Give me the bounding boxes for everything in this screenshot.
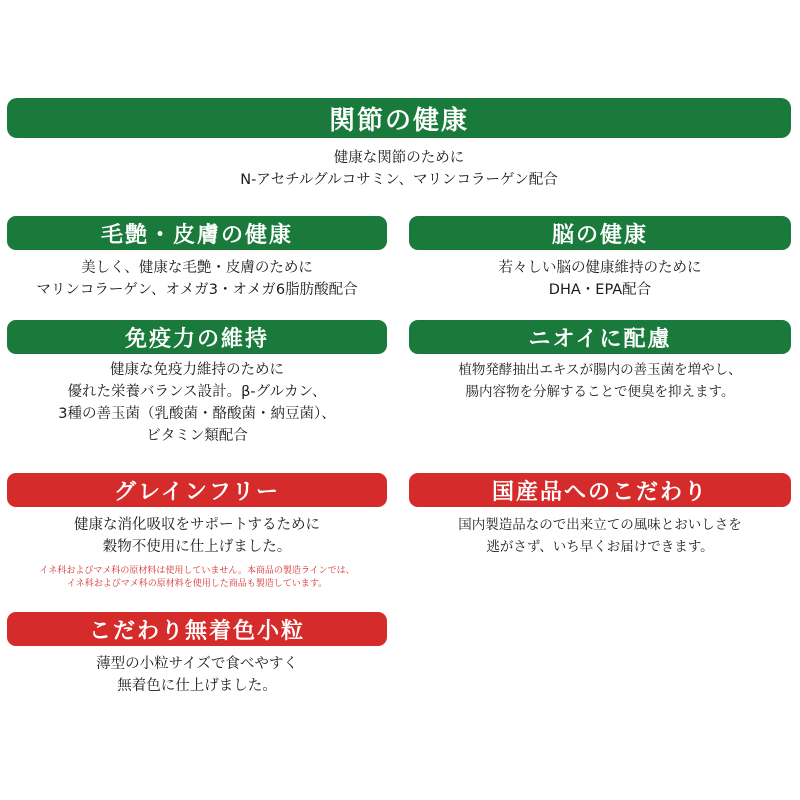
description-line: N-アセチルグルコサミン、マリンコラーゲン配合 [240, 172, 558, 188]
immune-banner [7, 320, 387, 354]
kibble-description [0, 653, 394, 697]
odor-title: ニオイに配慮 [528, 326, 672, 352]
description-line: 美しく、健康な毛艶・皮膚のために [81, 260, 313, 276]
joint-health-banner [7, 98, 791, 138]
grain-free-banner [7, 473, 387, 507]
kibble-banner [7, 612, 387, 646]
brain-health-title: 脳の健康 [551, 222, 648, 248]
description-line: ビタミン類配合 [146, 428, 248, 444]
domestic-banner [409, 473, 791, 507]
domestic-title: 国産品へのこだわり [491, 479, 708, 505]
description-line: 薄型の小粒サイズで食べやすく [96, 656, 298, 672]
description-line: 若々しい脳の健康維持のために [498, 260, 702, 276]
brain-health-banner [409, 216, 791, 250]
grain-free-description [0, 514, 394, 558]
kibble-title: こだわり無着色小粒 [88, 618, 305, 644]
grain-free-title: グレインフリー [113, 479, 281, 505]
description-line: 3種の善玉菌（乳酸菌・酪酸菌・納豆菌）、 [58, 406, 336, 422]
immune-title: 免疫力の維持 [124, 326, 269, 352]
odor-description [409, 359, 791, 403]
note-line: イネ科およびマメ科の原材料は使用していません。本商品の製造ラインでは、 [39, 566, 355, 576]
description-line: 優れた栄養バランス設計。β-グルカン、 [67, 384, 327, 400]
description-line: 穀物不使用に仕上げました。 [102, 539, 292, 555]
description-line: 健康な免疫力維持のために [110, 362, 284, 378]
odor-banner [409, 320, 791, 354]
joint-health-title: 関節の健康 [328, 105, 469, 136]
coat-skin-banner [7, 216, 387, 250]
domestic-description [409, 514, 791, 558]
description-line: 逃がさず、いち早くお届けできます。 [486, 539, 714, 555]
coat-skin-description [0, 257, 394, 301]
joint-health-description [7, 147, 791, 191]
description-line: 国内製造品なので出来立ての風味とおいしさを [458, 517, 742, 533]
description-line: 腸内容物を分解することで便臭を抑えます。 [465, 384, 735, 400]
immune-description [0, 359, 394, 447]
description-line: マリンコラーゲン、オメガ3・オメガ6脂肪酸配合 [36, 282, 358, 298]
description-line: 健康な消化吸収をサポートするために [73, 517, 321, 533]
description-line: DHA・EPA配合 [548, 282, 652, 298]
brain-health-description [409, 257, 791, 301]
grain-free-note [0, 565, 394, 591]
description-line: 健康な関節のために [333, 150, 465, 166]
note-line: イネ科およびマメ科の原材料を使用した商品も製造しています。 [66, 579, 328, 589]
coat-skin-title: 毛艶・皮膚の健康 [100, 222, 293, 248]
description-line: 植物発酵抽出エキスが腸内の善玉菌を増やし、 [458, 362, 742, 378]
description-line: 無着色に仕上げました。 [117, 678, 277, 694]
